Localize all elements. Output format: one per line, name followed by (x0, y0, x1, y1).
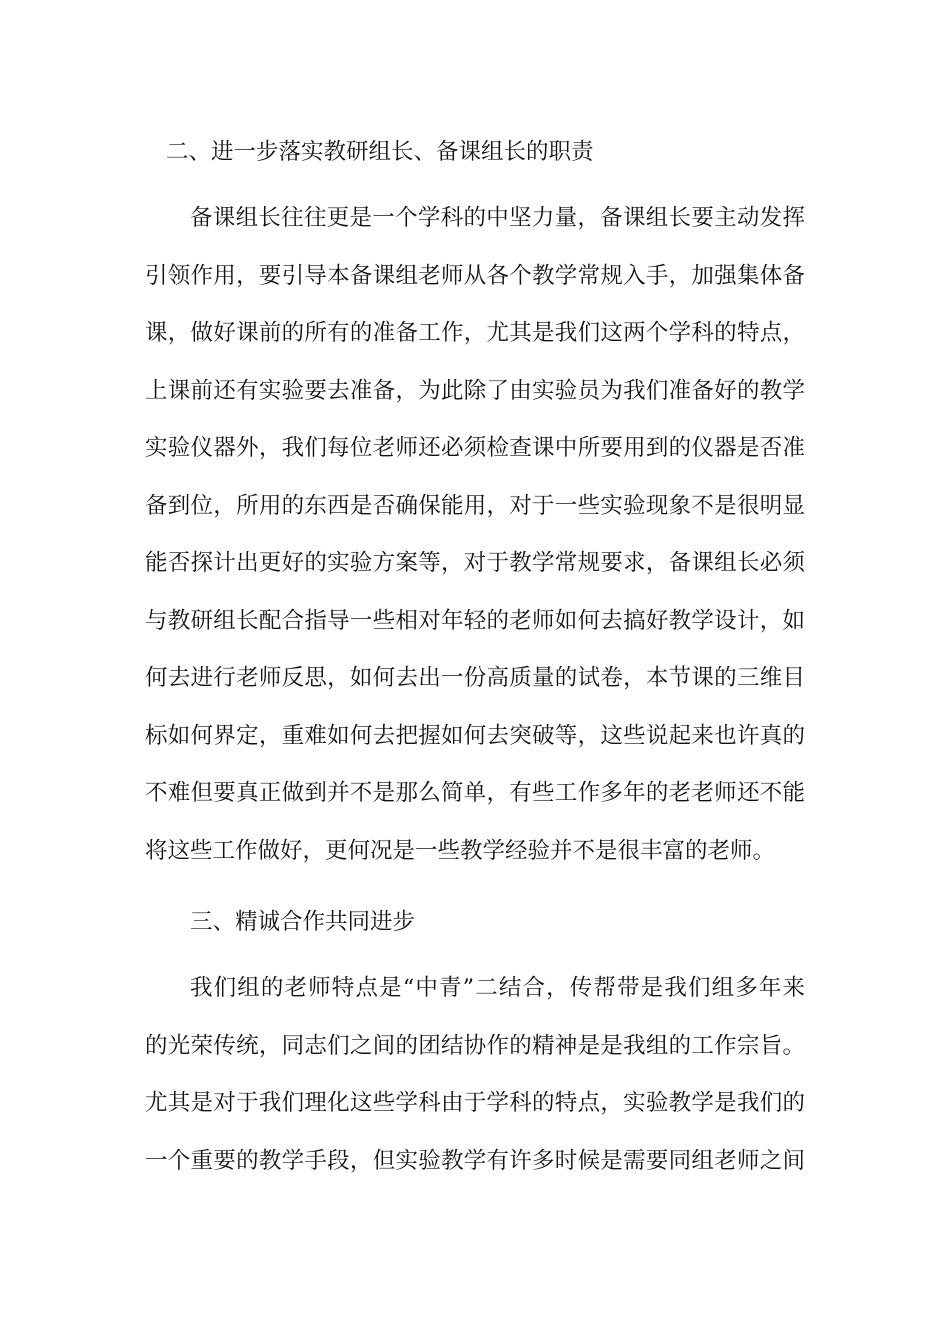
paragraph-line: 实验仪器外，我们每位老师还必须检查课中所要用到的仪器是否准 (145, 435, 805, 461)
paragraph-line: 尤其是对于我们理化这些学科由于学科的特点，实验教学是我们的 (145, 1090, 805, 1116)
paragraph-line: 将这些工作做好，更何况是一些教学经验并不是很丰富的老师。 (145, 837, 776, 864)
section-3-paragraph (145, 960, 805, 1190)
paragraph-line: 标如何界定，重难如何去把握如何去突破等，这些说起来也许真的 (145, 722, 805, 749)
paragraph-line: 引领作用，要引导本备课组老师从各个教学常规入手，加强集体备 (145, 262, 805, 289)
paragraph-line: 我们组的老师特点是“中青”二结合，传帮带是我们组多年来 (190, 975, 805, 1001)
paragraph-line: 何去进行老师反思，如何去出一份高质量的试卷，本节课的三维目 (145, 665, 805, 691)
paragraph-line: 备课组长往往更是一个学科的中坚力量，备课组长要主动发挥 (190, 205, 805, 231)
section-heading-3: 三、精诚合作共同进步 (190, 909, 416, 935)
section-heading-2: 二、进一步落实教研组长、备课组长的职责 (166, 139, 594, 165)
section-2-paragraph (145, 190, 805, 880)
paragraph-line: 的光荣传统，同志们之间的团结协作的精神是是我组的工作宗旨。 (145, 1032, 805, 1059)
paragraph-line: 课，做好课前的所有的准备工作，尤其是我们这两个学科的特点， (145, 320, 805, 346)
paragraph-line: 不难但要真正做到并不是那么简单，有些工作多年的老老师还不能 (145, 780, 805, 806)
paragraph-line: 备到位，所用的东西是否确保能用，对于一些实验现象不是很明显 (145, 492, 805, 519)
paragraph-line: 上课前还有实验要去准备，为此除了由实验员为我们准备好的教学 (145, 377, 805, 404)
paragraph-line: 能否探计出更好的实验方案等，对于教学常规要求，备课组长必须 (145, 550, 805, 576)
paragraph-line: 一个重要的教学手段，但实验教学有许多时候是需要同组老师之间 (145, 1147, 805, 1174)
paragraph-line: 与教研组长配合指导一些相对年轻的老师如何去搞好教学设计，如 (145, 607, 805, 634)
